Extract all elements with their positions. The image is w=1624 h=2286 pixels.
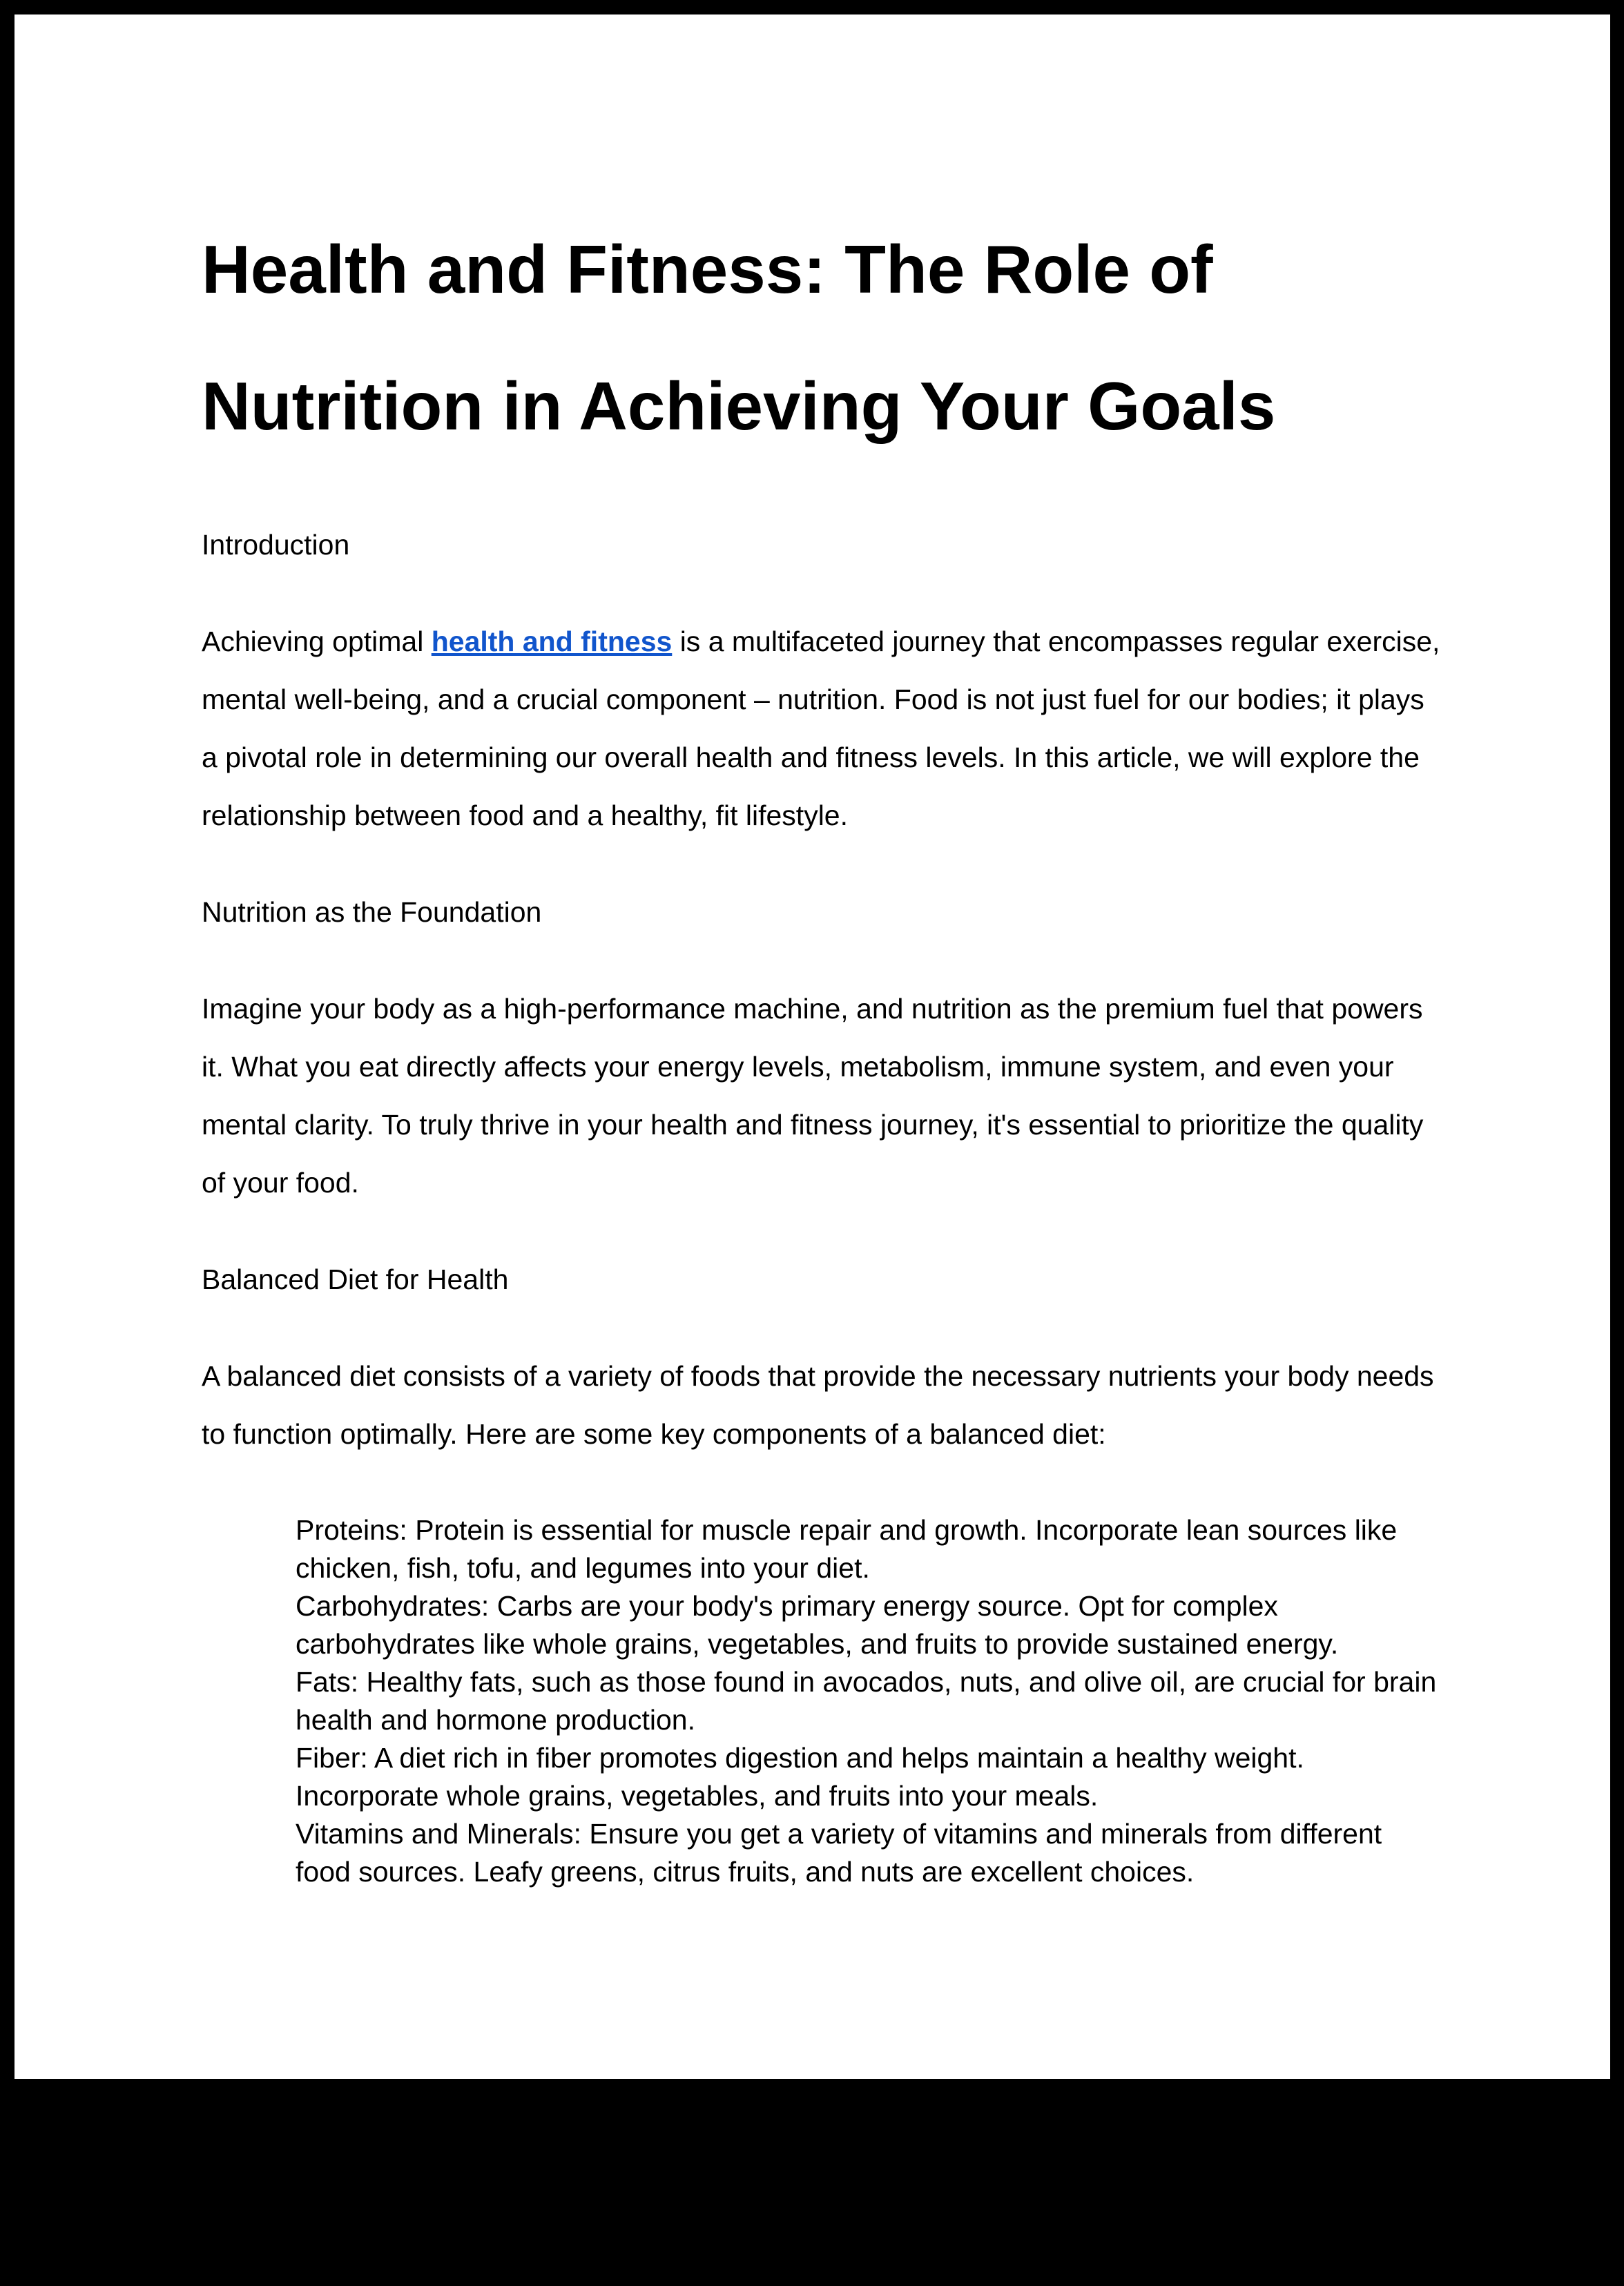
list-item-fiber: Fiber: A diet rich in fiber promotes digestion and helps maintain a healthy weight. Incorporate whole grains, vegetables, and fruits into your meals. [296,1742,1304,1812]
spacer [202,1463,1444,1511]
foundation-paragraph: Imagine your body as a high-performance machine, and nutrition as the premium fuel that powers it. What you eat directly affects your energy levels, metabolism, immune system, and even your mental clarity. To truly thrive in your health and fitness journey, it's essential to prioritize the quality of your food. [202,993,1424,1199]
intro-text-after-link: is a multifaceted journey that encompasses regular exercise, mental well-being, and a crucial component – nutrition. Food is not just fuel for our bodies; it plays a pivotal role in determining our overall health and fitness levels. In this article, we will explore the relationship between food and a healthy, fit lifestyle. [202,626,1440,831]
list-item-fats: Fats: Healthy fats, such as those found in avocados, nuts, and olive oil, are crucial for brain health and hormone production. [296,1666,1437,1736]
balanced-diet-paragraph: A balanced diet consists of a variety of foods that provide the necessary nutrients your body needs to function optimally. Here are some key components of a balanced diet: [202,1360,1434,1450]
nutrient-list [202,1511,1444,1891]
spacer [202,1308,1444,1347]
section-heading-foundation: Nutrition as the Foundation [202,896,542,928]
intro-paragraph [202,612,1444,844]
article-title [202,201,1444,474]
article-body [202,201,1444,1891]
spacer [202,844,1444,883]
title-line-2: Nutrition in Achieving Your Goals [202,368,1276,444]
spacer [202,474,1444,516]
spacer [202,1212,1444,1250]
list-item-proteins: Proteins: Protein is essential for muscle repair and growth. Incorporate lean sources like chicken, fish, tofu, and legumes into your diet. [296,1514,1398,1584]
section-heading-balanced-diet: Balanced Diet for Health [202,1263,509,1295]
spacer [202,941,1444,980]
title-line-1: Health and Fitness: The Role of [202,231,1213,307]
list-item-carbohydrates: Carbohydrates: Carbs are your body's primary energy source. Opt for complex carbohydrates like whole grains, vegetables, and fruits to provide sustained energy. [296,1590,1339,1660]
document-page [14,14,1610,2079]
list-item-vitamins-minerals: Vitamins and Minerals: Ensure you get a variety of vitamins and minerals from different food sources. Leafy greens, citrus fruits, and nuts are excellent choices. [296,1818,1382,1888]
spacer [202,574,1444,612]
section-heading-introduction: Introduction [202,529,350,561]
intro-text-before-link: Achieving optimal [202,626,432,657]
health-and-fitness-link[interactable]: health and fitness [431,626,673,657]
